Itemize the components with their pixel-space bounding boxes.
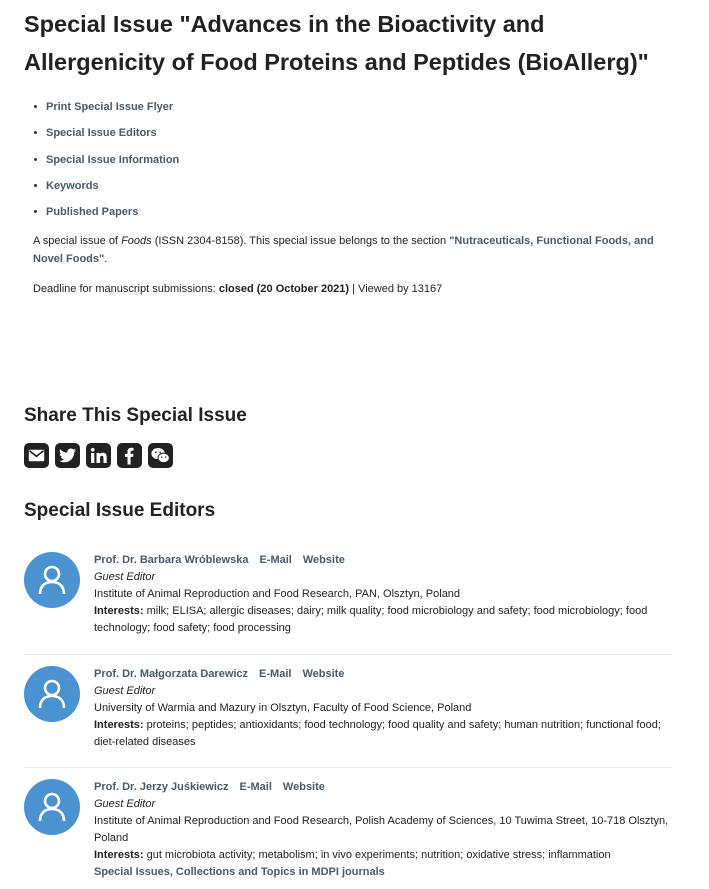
share-icons (24, 443, 173, 468)
divider (24, 767, 672, 768)
website-link[interactable]: Website (282, 781, 325, 793)
journal-name: Foods (121, 235, 152, 248)
intro-prefix: A special issue of (33, 235, 122, 248)
editor-affiliation: Institute of Animal Reproduction and Food Research, Polish Academy of Sciences, 10 Tuwima Street, 10-718 Olsztyn, Poland (94, 815, 669, 844)
special-issues-link[interactable]: Special Issues, Collections and Topics in MDPI journals (94, 866, 385, 878)
editor-interests (94, 847, 672, 864)
table-of-contents (24, 99, 672, 230)
intro-text (33, 232, 658, 268)
avatar (24, 552, 80, 608)
toc-item-papers[interactable] (34, 204, 672, 230)
editor-interests (94, 603, 672, 637)
toc-item-information[interactable] (34, 152, 672, 178)
editor-name[interactable]: Prof. Dr. Barbara Wróblewska (94, 554, 249, 566)
deadline-label: Deadline for manuscript submissions: (33, 283, 219, 296)
editor-info (94, 552, 672, 637)
editor-info (94, 779, 672, 881)
twitter-icon[interactable] (55, 443, 80, 468)
user-icon (38, 565, 66, 595)
page-title: Special Issue "Advances in the Bioactivity and Allergenicity of Food Proteins and Peptides (BioAllerg)" (24, 11, 649, 75)
editor-role: Guest Editor (94, 685, 156, 697)
toc-item-editors[interactable] (34, 125, 672, 151)
avatar (24, 666, 80, 722)
avatar (24, 779, 80, 835)
toc-link[interactable]: Print Special Issue Flyer (46, 101, 174, 113)
intro-issn: (ISSN 2304-8158). This special issue belongs to the section (151, 235, 450, 248)
editor-interests (94, 717, 672, 751)
toc-item-flyer[interactable] (34, 99, 672, 125)
main-content (24, 0, 672, 878)
section-link[interactable]: "Nutraceuticals, Functional Foods, and Novel Foods" (33, 235, 654, 266)
website-link[interactable]: Website (302, 554, 345, 566)
editor-role: Guest Editor (94, 571, 156, 583)
user-icon (38, 679, 66, 709)
email-icon[interactable] (24, 443, 49, 468)
interests-list: proteins; peptides; antioxidants; food technology; food quality and safety; human nutrition; functional food; diet-related diseases (94, 719, 661, 748)
deadline-value: closed (20 October 2021) (218, 283, 350, 296)
editor-name[interactable]: Prof. Dr. Jerzy Juśkiewicz (94, 781, 229, 793)
deadline-text (33, 281, 672, 297)
intro-suffix: . (104, 253, 108, 266)
email-link[interactable]: E-Mail (259, 554, 292, 566)
toc-link[interactable]: Special Issue Information (46, 153, 180, 166)
view-count: | Viewed by 13167 (349, 283, 443, 296)
editor-info (94, 666, 672, 751)
toc-item-keywords[interactable] (34, 178, 672, 204)
toc-link[interactable]: Published Papers (46, 206, 139, 219)
toc-link[interactable]: Special Issue Editors (46, 127, 157, 140)
toc-link[interactable]: Keywords (46, 179, 99, 192)
interests-label: Interests: (94, 849, 144, 861)
facebook-icon[interactable] (117, 443, 142, 468)
share-heading: Share This Special Issue (24, 405, 247, 426)
user-icon (38, 792, 66, 822)
editor-affiliation: Institute of Animal Reproduction and Food Research, PAN, Olsztyn, Poland (94, 588, 461, 600)
website-link[interactable]: Website (302, 668, 345, 680)
interests-list: gut microbiota activity; metabolism; in vivo experiments; nutrition; oxidative stress; inflammation (143, 849, 611, 861)
divider (24, 654, 672, 655)
email-link[interactable]: E-Mail (259, 668, 292, 680)
editor-name[interactable]: Prof. Dr. Małgorzata Darewicz (94, 668, 249, 680)
linkedin-icon[interactable] (86, 443, 111, 468)
editors-heading: Special Issue Editors (24, 500, 216, 521)
interests-list: milk; ELISA; allergic diseases; dairy; milk quality; food microbiology and safety; food microbiology; food technology; food safety; food processing (94, 605, 648, 634)
editor-role: Guest Editor (94, 798, 156, 810)
wechat-icon[interactable] (148, 443, 173, 468)
interests-label: Interests: (94, 605, 144, 617)
email-link[interactable]: E-Mail (239, 781, 272, 793)
interests-label: Interests: (94, 719, 144, 731)
editor-affiliation: University of Warmia and Mazury in Olsztyn, Faculty of Food Science, Poland (94, 702, 472, 714)
